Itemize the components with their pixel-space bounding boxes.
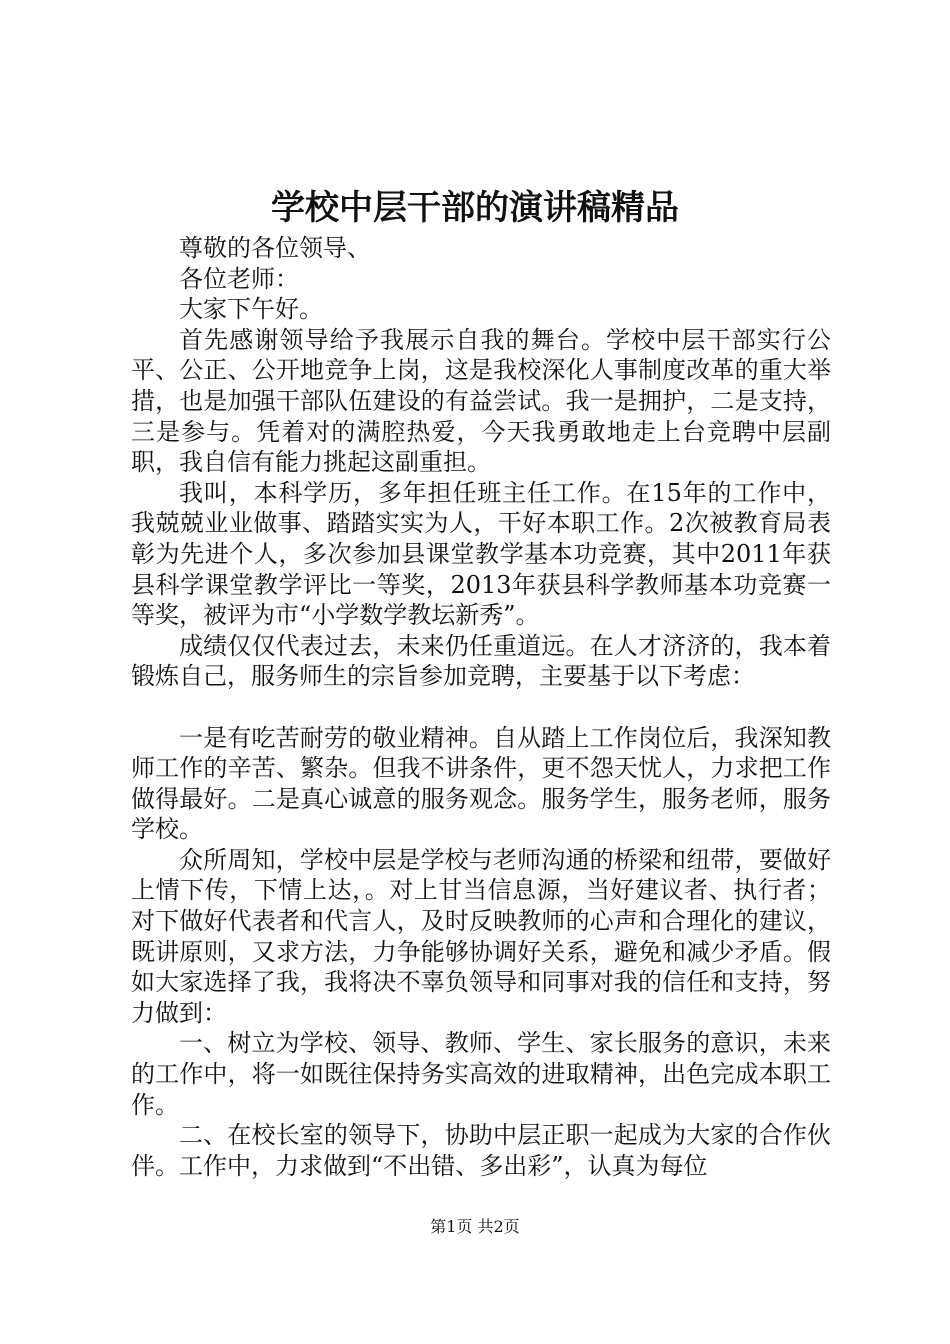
body-paragraph: 一、树立为学校、领导、教师、学生、家长服务的意识，未来的工作中，将一如既往保持务实高效的进取精神，出色完成本职工作。 — [131, 1029, 831, 1119]
body-paragraph: 众所周知，学校中层是学校与老师沟通的桥梁和纽带，要做好上情下传，下情上达，。对上甘当信息源，当好建议者、执行者；对下做好代表者和代言人，及时反映教师的心声和合理化的建议，既讲原则，又求方法，力争能够协调好关系，避免和减少矛盾。假如大家选择了我，我将决不辜负领导和同事对我的信任和支持，努力做到： — [131, 845, 831, 1027]
body-paragraph: 二、在校长室的领导下，协助中层正职一起成为大家的合作伙伴。工作中，力求做到“不出错、多出彩”，认真为每位 — [131, 1121, 831, 1180]
paragraph-spacer — [131, 692, 831, 723]
document-title: 学校中层干部的演讲稿精品 — [271, 188, 679, 228]
body-paragraph: 一是有吃苦耐劳的敬业精神。自从踏上工作岗位后，我深知教师工作的辛苦、繁杂。但我不讲条件，更不怨天忧人，力求把工作做得最好。二是真心诚意的服务观念。服务学生，服务老师，服务学校。 — [131, 723, 831, 844]
salutation-line-1: 尊敬的各位领导、 — [179, 234, 371, 262]
page-footer: 第1页 共2页 — [430, 1217, 520, 1236]
body-paragraph: 成绩仅仅代表过去，未来仍任重道远。在人才济济的，我本着锻炼自己，服务师生的宗旨参加竞聘，主要基于以下考虑： — [131, 631, 831, 691]
salutation-line-2: 各位老师： — [179, 264, 299, 293]
body-paragraph: 我叫，本科学历，多年担任班主任工作。在15年的工作中，我兢兢业业做事、踏踏实实为人，干好本职工作。2次被教育局表彰为先进个人，多次参加县课堂教学基本功竞赛，其中2011年获县科学课堂教学评比一等奖，2013年获县科学教师基本功竞赛一等奖，被评为市“小学数学教坛新秀”。 — [131, 478, 831, 630]
greeting-line: 大家下午好。 — [179, 295, 323, 324]
document-body — [131, 233, 831, 1181]
body-paragraph: 首先感谢领导给予我展示自我的舞台。学校中层干部实行公平、公正、公开地竞争上岗，这是我校深化人事制度改革的重大举措，也是加强干部队伍建设的有益尝试。我一是拥护，二是支持，三是参与。凭着对的满腔热爱，今天我勇敢地走上台竞聘中层副职，我自信有能力挑起这副重担。 — [131, 325, 831, 477]
